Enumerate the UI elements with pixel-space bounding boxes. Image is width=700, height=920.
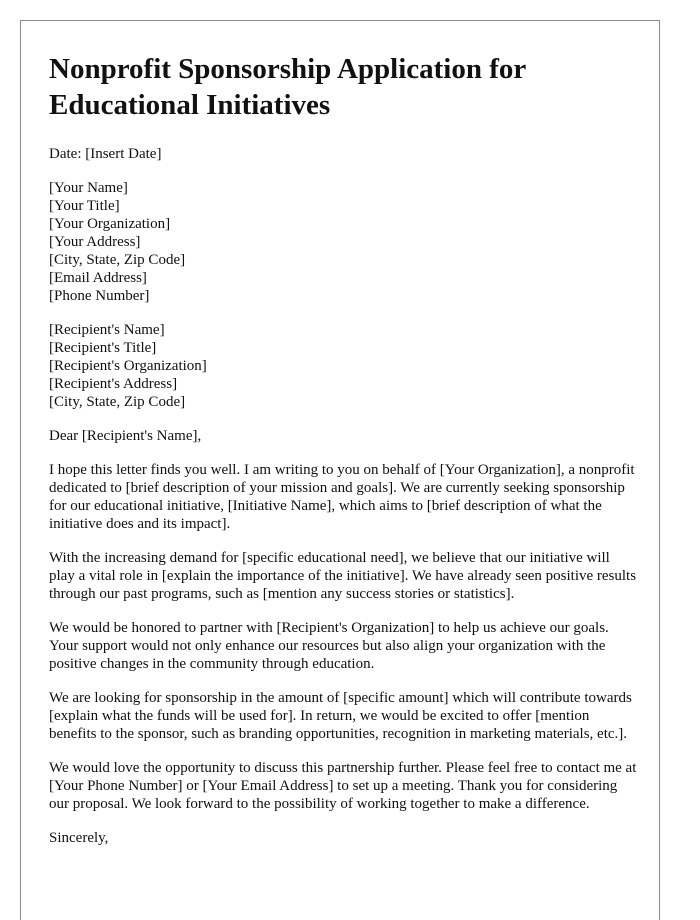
body-paragraph-request: We are looking for sponsorship in the amount of [specific amount] which will contribute towards [explain what the funds will be used for]. In return, we would be excited to offer [mention benefits to the sponsor, such as branding opportunities, recognition in marketing materials, etc.]. — [49, 690, 632, 742]
recipient-city-state-zip: [City, State, Zip Code] — [49, 394, 186, 410]
letter-title: Nonprofit Sponsorship Application for Educational Initiatives — [49, 53, 526, 121]
sender-block — [49, 179, 639, 305]
body-paragraph-partnership: We would be honored to partner with [Recipient's Organization] to help us achieve our goals. Your support would not only enhance our resources but also align your organization with the positive changes in the community through education. — [49, 620, 609, 672]
sender-email: [Email Address] — [49, 270, 147, 286]
sender-address: [Your Address] — [49, 234, 141, 250]
recipient-name: [Recipient's Name] — [49, 322, 165, 338]
letter-content — [49, 51, 639, 847]
date-line: Date: [Insert Date] — [49, 146, 162, 162]
recipient-address: [Recipient's Address] — [49, 376, 178, 392]
sender-name: [Your Name] — [49, 180, 128, 196]
letter-page — [20, 20, 660, 920]
recipient-block — [49, 321, 639, 411]
salutation: Dear [Recipient's Name], — [49, 428, 202, 444]
recipient-organization: [Recipient's Organization] — [49, 358, 207, 374]
recipient-title: [Recipient's Title] — [49, 340, 157, 356]
body-paragraph-intro: I hope this letter finds you well. I am writing to you on behalf of [Your Organization], a nonprofit dedicated to [brief description of your mission and goals]. We are currently seeking sponsorship for our educational initiative, [Initiative Name], which aims to [brief description of what the initiative does and its impact]. — [49, 462, 635, 532]
body-paragraph-closing: We would love the opportunity to discuss this partnership further. Please feel free to contact me at [Your Phone Number] or [Your Email Address] to set up a meeting. Thank you for considering our proposal. We look forward to the possibility of working together to make a difference. — [49, 760, 637, 812]
sender-city-state-zip: [City, State, Zip Code] — [49, 252, 186, 268]
body-paragraph-need: With the increasing demand for [specific educational need], we believe that our initiative will play a vital role in [explain the importance of the initiative]. We have already seen positive results through our past programs, such as [mention any success stories or statistics]. — [49, 550, 637, 602]
sign-off: Sincerely, — [49, 830, 109, 846]
sender-phone: [Phone Number] — [49, 288, 150, 304]
sender-organization: [Your Organization] — [49, 216, 171, 232]
sender-title: [Your Title] — [49, 198, 120, 214]
